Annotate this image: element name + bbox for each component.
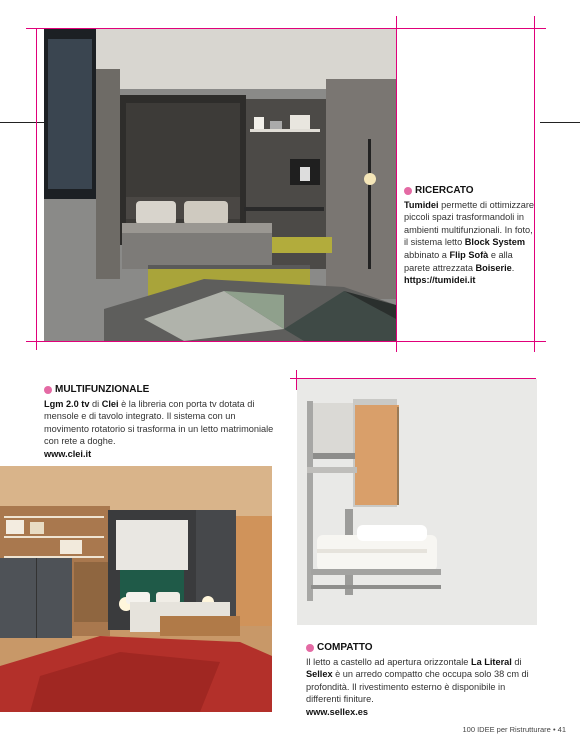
product-name: Boiserie: [475, 262, 512, 273]
brand-url-link[interactable]: www.sellex.es: [306, 706, 368, 717]
bullet-dot-icon: [44, 386, 52, 394]
caption-heading: [404, 185, 538, 198]
caption-body: [404, 199, 538, 275]
photo-sellex-bunk: [297, 379, 537, 625]
caption-compatto: [306, 642, 534, 719]
heading-text: COMPATTO: [317, 642, 373, 653]
body-text: è la libreria con porta tv dotata di mensole e di tavolo integrato. Il sistema con un movimento rotatorio si trasforma in un letto matrimoniale con rete a doghe.: [44, 398, 274, 447]
product-name: Lgm 2.0 tv: [44, 398, 90, 409]
caption-body: [306, 656, 534, 706]
photo-tumidei-bedroom: [44, 29, 396, 341]
page-folio: 100 IDEE per Ristrutturare • 41: [462, 725, 566, 734]
heading-text: RICERCATO: [415, 185, 474, 196]
body-text: e alla parete attrezzata: [404, 249, 513, 273]
caption-multifunzionale: [44, 384, 276, 461]
sellex-illustration: [297, 379, 537, 625]
caption-heading: [306, 642, 534, 655]
brand-name: Tumidei: [404, 199, 439, 210]
body-text: abbinato a: [404, 249, 450, 260]
body-text: .: [511, 262, 515, 273]
brand-url-link[interactable]: https://tumidei.it: [404, 275, 476, 286]
crop-line: [534, 16, 535, 352]
body-text: Il letto a castello ad apertura orizzontale: [306, 656, 471, 667]
caption-body: [44, 398, 276, 448]
caption-heading: [44, 384, 276, 397]
rule-left: [0, 122, 44, 123]
brand-name: Clei: [101, 398, 119, 409]
bullet-dot-icon: [404, 187, 412, 195]
brand-name: Sellex: [306, 669, 333, 680]
caption-ricercato: [404, 185, 538, 287]
product-name: Block System: [464, 237, 526, 248]
bullet-dot-icon: [306, 644, 314, 652]
crop-line: [396, 16, 397, 352]
product-name: La Literal: [470, 656, 512, 667]
body-text: è un arredo compatto che occupa solo 38 cm di profondità. Il rivestimento esterno è disponibile in differenti finiture.: [306, 669, 529, 705]
bedroom-illustration: [44, 29, 396, 341]
brand-url-link[interactable]: www.clei.it: [44, 448, 92, 459]
clei-illustration: [0, 466, 272, 712]
heading-text: MULTIFUNZIONALE: [55, 384, 150, 395]
body-text: permette di ottimizzare piccoli spazi trasformandoli in ambienti multifunzionali. In foto, il sistema letto: [404, 199, 535, 248]
crop-line: [36, 28, 37, 350]
body-text: di: [511, 656, 522, 667]
body-text: di: [89, 398, 102, 409]
photo-clei-bedroom: [0, 466, 272, 712]
rule-right: [540, 122, 580, 123]
product-name: Flip Sofà: [449, 249, 489, 260]
crop-line: [26, 341, 546, 342]
